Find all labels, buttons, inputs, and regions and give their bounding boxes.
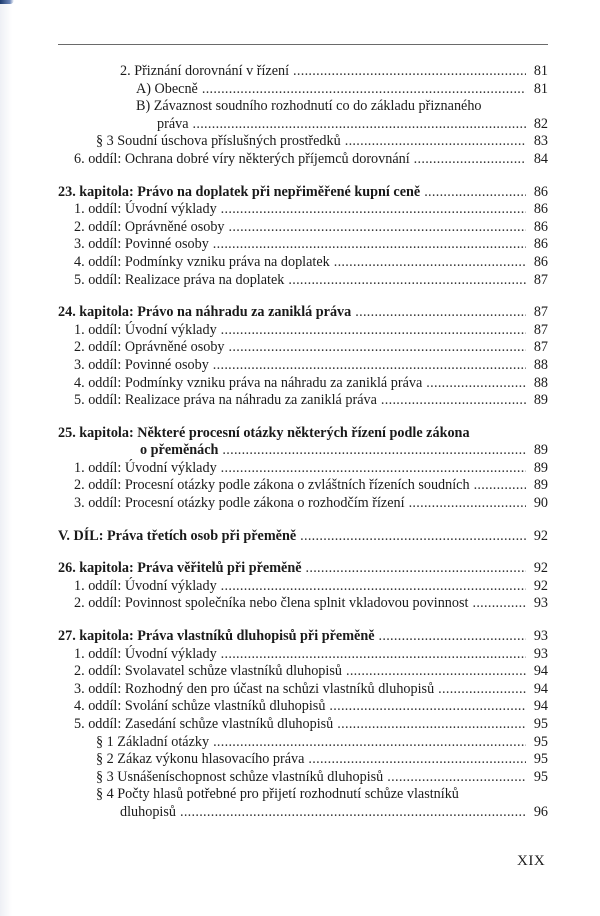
toc-entry bbox=[0, 219, 600, 237]
toc-entry-title: 4. oddíl: Svolání schůze vlastníků dluhopisů bbox=[74, 698, 329, 716]
dot-leader bbox=[329, 698, 526, 716]
page-number: XIX bbox=[517, 853, 546, 869]
toc-entry-title: 1. oddíl: Úvodní výklady bbox=[74, 460, 221, 478]
toc-entry-title: o přeměnách bbox=[140, 442, 222, 460]
dot-leader bbox=[300, 528, 526, 546]
toc-entry-page-number: 96 bbox=[533, 803, 548, 820]
toc-entry-page-number: 87 bbox=[533, 271, 548, 288]
toc-entry-title: 4. oddíl: Podmínky vzniku práva na doplatek bbox=[74, 254, 334, 272]
toc-entry bbox=[0, 339, 600, 357]
toc-entry-page-number: 86 bbox=[533, 253, 548, 270]
toc-entry-page-number: 87 bbox=[533, 339, 548, 356]
toc-entry bbox=[0, 663, 600, 681]
toc-entry-page-number: 89 bbox=[533, 477, 548, 494]
toc-entry-page-number: 89 bbox=[533, 459, 548, 476]
toc-entry bbox=[0, 116, 600, 134]
dot-leader bbox=[221, 322, 526, 340]
toc-entry bbox=[0, 578, 600, 596]
toc-entry-title: 2. oddíl: Povinnost společníka nebo člena splnit vkladovou povinnost bbox=[74, 595, 472, 613]
toc-entry-page-number: 92 bbox=[533, 560, 548, 577]
toc-entry bbox=[0, 804, 600, 822]
dot-leader bbox=[222, 442, 526, 460]
dot-leader bbox=[288, 272, 526, 290]
toc-entry-title: V. DÍL: Práva třetích osob při přeměně bbox=[58, 528, 300, 546]
toc-entry-title: 2. oddíl: Svolavatel schůze vlastníků dluhopisů bbox=[74, 663, 346, 681]
dot-leader bbox=[355, 304, 526, 322]
toc-entry bbox=[0, 133, 600, 151]
toc-entry bbox=[0, 734, 600, 752]
toc-entry bbox=[0, 151, 600, 169]
toc-entry bbox=[0, 81, 600, 99]
section-gap bbox=[0, 289, 600, 304]
toc-entry-page-number: 89 bbox=[533, 442, 548, 459]
toc-entry bbox=[0, 769, 600, 787]
toc-entry bbox=[0, 254, 600, 272]
toc-entry bbox=[0, 681, 600, 699]
toc-entry-title: 3. oddíl: Rozhodný den pro účast na schůzi vlastníků dluhopisů bbox=[74, 681, 438, 699]
dot-leader bbox=[409, 495, 526, 513]
toc-entry bbox=[0, 460, 600, 478]
dot-leader bbox=[379, 628, 526, 646]
dot-leader bbox=[213, 734, 526, 752]
toc-entry bbox=[0, 236, 600, 254]
toc-entry-page-number: 95 bbox=[533, 751, 548, 768]
toc-heading-entry bbox=[0, 425, 600, 443]
toc-entry-title: 1. oddíl: Úvodní výklady bbox=[74, 201, 221, 219]
toc-entry-page-number: 82 bbox=[533, 115, 548, 132]
toc-entry bbox=[0, 322, 600, 340]
dot-leader bbox=[229, 219, 526, 237]
toc-entry-page-number: 94 bbox=[533, 680, 548, 697]
toc-entry bbox=[0, 357, 600, 375]
toc-entry bbox=[0, 477, 600, 495]
toc-entry-title: § 1 Základní otázky bbox=[96, 734, 213, 752]
toc-entry bbox=[0, 786, 600, 804]
toc-entry-title: dluhopisů bbox=[120, 804, 180, 822]
toc-entry-title: 25. kapitola: Některé procesní otázky některých řízení podle zákona bbox=[58, 425, 474, 443]
dot-leader bbox=[381, 392, 526, 410]
dot-leader bbox=[229, 339, 526, 357]
toc-entry-page-number: 86 bbox=[533, 201, 548, 218]
toc-entry-title: 2. oddíl: Oprávněné osoby bbox=[74, 339, 229, 357]
toc-entry-page-number: 81 bbox=[533, 63, 548, 79]
toc-heading-entry bbox=[0, 304, 600, 322]
toc-entry-title: 1. oddíl: Úvodní výklady bbox=[74, 646, 221, 664]
dot-leader bbox=[221, 460, 526, 478]
dot-leader bbox=[180, 804, 526, 822]
dot-leader bbox=[308, 751, 526, 769]
toc-entry bbox=[0, 392, 600, 410]
toc-entry-title: 6. oddíl: Ochrana dobré víry některých příjemců dorovnání bbox=[74, 151, 414, 169]
toc-entry-page-number: 93 bbox=[533, 628, 548, 645]
dot-leader bbox=[221, 201, 526, 219]
section-gap bbox=[0, 169, 600, 184]
dot-leader bbox=[387, 769, 526, 787]
section-gap bbox=[0, 545, 600, 560]
toc-entry-title: B) Závaznost soudního rozhodnutí co do základu přiznaného bbox=[136, 98, 486, 116]
dot-leader bbox=[213, 236, 526, 254]
toc-entry-title: § 3 Soudní úschova příslušných prostředků bbox=[96, 133, 345, 151]
toc-entry-title: 1. oddíl: Úvodní výklady bbox=[74, 322, 221, 340]
toc-entry-title: 3. oddíl: Povinné osoby bbox=[74, 236, 213, 254]
toc-entry bbox=[0, 716, 600, 734]
toc-entry-title: § 4 Počty hlasů potřebné pro přijetí rozhodnutí schůze vlastníků bbox=[96, 786, 463, 804]
toc-entry-page-number: 95 bbox=[533, 716, 548, 732]
toc-entry bbox=[0, 201, 600, 219]
toc-entry-page-number: 83 bbox=[533, 133, 548, 150]
toc-entry-title: 26. kapitola: Práva věřitelů při přeměně bbox=[58, 560, 306, 578]
table-of-contents bbox=[0, 63, 600, 822]
toc-entry-title: 3. oddíl: Povinné osoby bbox=[74, 357, 213, 375]
toc-entry-title: 1. oddíl: Úvodní výklady bbox=[74, 578, 221, 596]
dot-leader bbox=[424, 184, 526, 202]
toc-entry-title: 5. oddíl: Realizace práva na náhradu za zaniklá práva bbox=[74, 392, 381, 410]
dot-leader bbox=[221, 578, 526, 596]
dot-leader bbox=[346, 663, 526, 681]
toc-entry-page-number: 81 bbox=[533, 80, 548, 97]
toc-entry-title: práva bbox=[157, 116, 193, 134]
toc-heading-entry bbox=[0, 528, 600, 546]
toc-entry-page-number: 87 bbox=[533, 321, 548, 338]
dot-leader bbox=[426, 375, 526, 393]
dot-leader bbox=[293, 63, 526, 81]
toc-entry-title: 27. kapitola: Práva vlastníků dluhopisů při přeměně bbox=[58, 628, 379, 646]
toc-entry-title: 3. oddíl: Procesní otázky podle zákona o rozhodčím řízení bbox=[74, 495, 409, 513]
toc-entry bbox=[0, 698, 600, 716]
dot-leader bbox=[221, 646, 526, 664]
toc-heading-entry bbox=[0, 628, 600, 646]
dot-leader bbox=[345, 133, 526, 151]
toc-entry-page-number: 87 bbox=[533, 304, 548, 321]
toc-entry-title: 23. kapitola: Právo na doplatek při nepřiměřené kupní ceně bbox=[58, 184, 424, 202]
toc-entry-title: 4. oddíl: Podmínky vzniku práva na náhradu za zaniklá práva bbox=[74, 375, 426, 393]
scan-corner-mark bbox=[0, 0, 14, 4]
toc-entry-title: § 3 Usnášeníschopnost schůze vlastníků dluhopisů bbox=[96, 769, 387, 787]
section-gap bbox=[0, 613, 600, 628]
toc-entry-title: A) Obecně bbox=[136, 81, 202, 99]
toc-entry-page-number: 90 bbox=[533, 495, 548, 512]
toc-entry bbox=[0, 98, 600, 116]
toc-entry-title: 24. kapitola: Právo na náhradu za zaniklá práva bbox=[58, 304, 355, 322]
toc-entry-page-number: 95 bbox=[533, 768, 548, 785]
toc-entry-page-number: 94 bbox=[533, 698, 548, 715]
toc-heading-entry bbox=[0, 184, 600, 202]
dot-leader bbox=[334, 254, 526, 272]
section-gap bbox=[0, 410, 600, 425]
dot-leader bbox=[472, 595, 526, 613]
dot-leader bbox=[438, 681, 526, 699]
toc-heading-entry bbox=[0, 560, 600, 578]
toc-entry-title: 5. oddíl: Realizace práva na doplatek bbox=[74, 272, 288, 290]
toc-entry-page-number: 92 bbox=[533, 577, 548, 594]
dot-leader bbox=[306, 560, 526, 578]
toc-entry-title: 5. oddíl: Zasedání schůze vlastníků dluhopisů bbox=[74, 716, 337, 734]
dot-leader bbox=[337, 716, 526, 734]
toc-entry-page-number: 86 bbox=[533, 236, 548, 253]
toc-heading-entry bbox=[0, 442, 600, 460]
toc-entry-page-number: 89 bbox=[533, 392, 548, 409]
toc-entry-page-number: 86 bbox=[533, 218, 548, 235]
toc-entry-title: 2. oddíl: Procesní otázky podle zákona o zvláštních řízeních soudních bbox=[74, 477, 474, 495]
toc-entry-page-number: 93 bbox=[533, 645, 548, 662]
dot-leader bbox=[414, 151, 526, 169]
header-rule bbox=[58, 44, 548, 45]
toc-entry-page-number: 94 bbox=[533, 663, 548, 680]
toc-entry bbox=[0, 272, 600, 290]
toc-entry-page-number: 86 bbox=[533, 183, 548, 200]
toc-entry bbox=[0, 646, 600, 664]
toc-entry bbox=[0, 495, 600, 513]
toc-entry-page-number: 88 bbox=[533, 356, 548, 373]
toc-entry bbox=[0, 63, 600, 81]
dot-leader bbox=[474, 477, 526, 495]
toc-entry-page-number: 95 bbox=[533, 733, 548, 750]
toc-entry-page-number: 93 bbox=[533, 595, 548, 612]
toc-entry-title: 2. oddíl: Oprávněné osoby bbox=[74, 219, 229, 237]
toc-entry bbox=[0, 595, 600, 613]
toc-entry bbox=[0, 751, 600, 769]
toc-entry bbox=[0, 375, 600, 393]
dot-leader bbox=[213, 357, 526, 375]
toc-entry-title: 2. Přiznání dorovnání v řízení bbox=[120, 63, 293, 81]
toc-entry-page-number: 88 bbox=[533, 374, 548, 391]
dot-leader bbox=[202, 81, 526, 99]
toc-entry-page-number: 84 bbox=[533, 150, 548, 167]
section-gap bbox=[0, 513, 600, 528]
toc-entry-page-number: 92 bbox=[533, 527, 548, 544]
dot-leader bbox=[193, 116, 526, 134]
toc-entry-title: § 2 Zákaz výkonu hlasovacího práva bbox=[96, 751, 308, 769]
